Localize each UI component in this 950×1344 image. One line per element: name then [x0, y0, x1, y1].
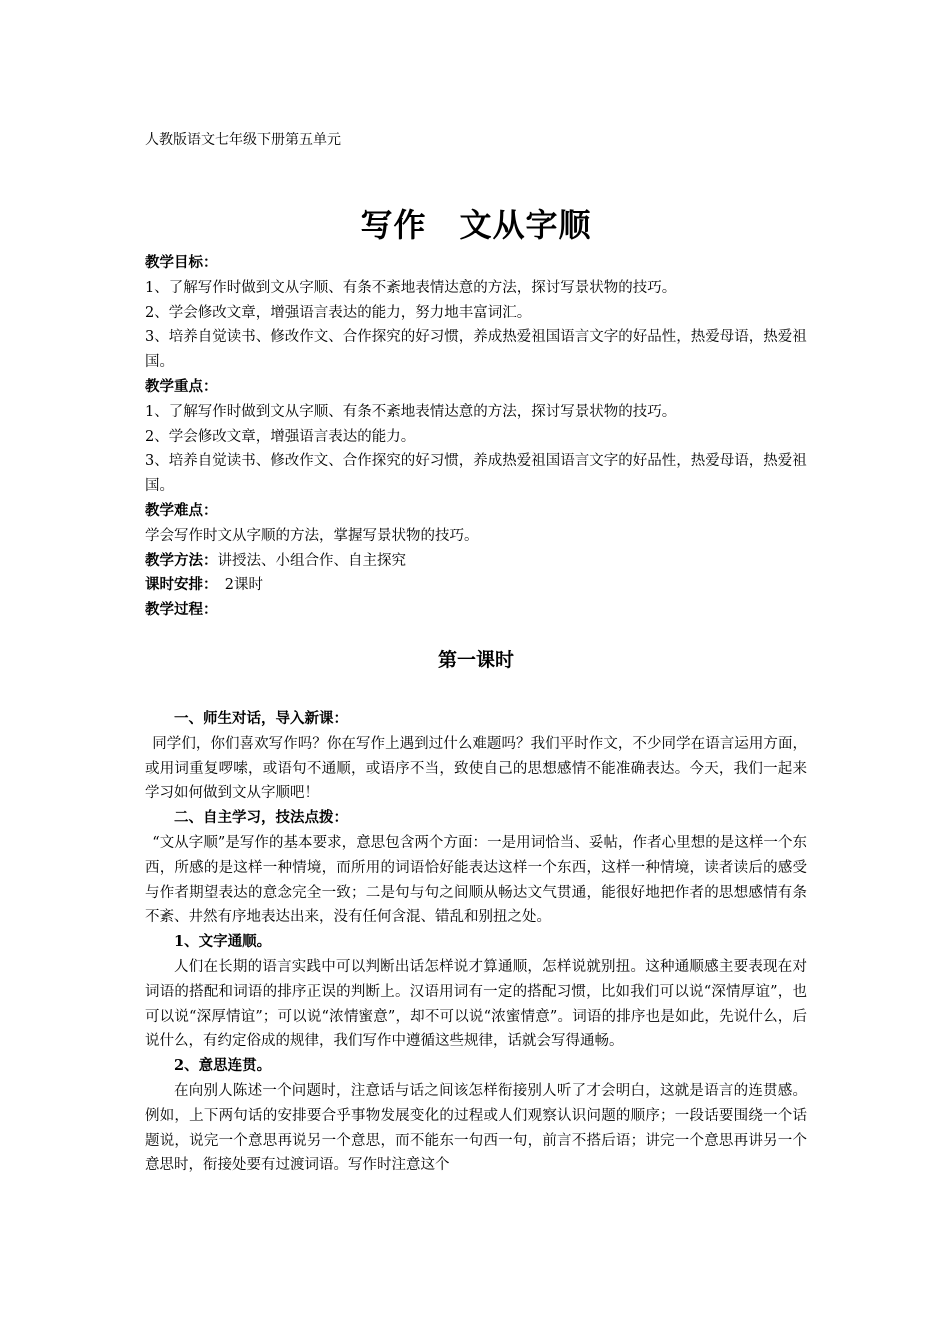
- section-heading: 二、自主学习，技法点拨：: [174, 809, 348, 827]
- schedule-text: 2课时: [210, 577, 263, 594]
- section-heading: 一、师生对话，导入新课：: [174, 709, 348, 727]
- subsection-heading: 2、意思连贯。: [174, 1057, 272, 1075]
- document-body: [145, 251, 807, 1178]
- lesson-title: 第一课时: [437, 648, 514, 671]
- objective-item: 3、培养自觉读书、修改作文、合作探究的好习惯，养成热爱祖国语言文字的好品性，热爱母语，热爱祖国。: [145, 329, 807, 371]
- objective-item: 1、了解写作时做到文从字顺、有条不紊地表情达意的方法，探讨写景状物的技巧。: [145, 279, 677, 296]
- subsection-paragraph: 人们在长期的语言实践中可以判断出话怎样说才算通顺，怎样说就别扭。这种通顺感主要表现在对词语的搭配和词语的排序正误的判断上。汉语用词有一定的搭配习惯，比如我们可以说“深情厚谊”，也可以说“深厚情谊”；可以说“浓情蜜意”，却不可以说“浓蜜情意”。词语的排序也是如此，先说什么，后说什么，有约定俗成的规律，我们写作中遵循这些规律，话就会写得通畅。: [145, 958, 807, 1050]
- subsection-heading: 1、文字通顺。: [174, 933, 272, 951]
- methods-label: 教学方法：: [145, 551, 218, 569]
- section-paragraph: 同学们，你们喜欢写作吗？你在写作上遇到过什么难题吗？我们平时作文，不少同学在语言运用方面，或用词重复啰嗦，或语句不通顺，或语序不当，致使自己的思想感情不能准确表达。今天，我们一起来学习如何做到文从字顺吧！: [145, 735, 807, 802]
- page-title: 写作 文从字顺: [360, 206, 592, 244]
- schedule-line: [145, 573, 807, 598]
- objective-item: 2、学会修改文章，增强语言表达的能力，努力地丰富词汇。: [145, 304, 532, 321]
- methods-line: [145, 549, 807, 574]
- key-points-label: 教学重点：: [145, 377, 218, 395]
- objectives-label: 教学目标：: [145, 254, 218, 271]
- section-paragraph: “文从字顺”是写作的基本要求，意思包含两个方面：一是用词恰当、妥帖，作者心里想的是这样一个东西，所感的是这样一种情境，而所用的词语恰好能表达这样一个东西，这样一种情境，读者读后的感受与作者期望表达的意念完全一致；二是句与句之间顺从畅达文气贯通，能很好地把作者的思想感情有条不紊、井然有序地表达出来，没有任何含混、错乱和别扭之处。: [145, 834, 807, 926]
- methods-text: 讲授法、小组合作、自主探究: [217, 552, 406, 569]
- difficulties-text: 学会写作时文从字顺的方法，掌握写景状物的技巧。: [145, 527, 479, 544]
- process-label: 教学过程：: [145, 601, 218, 619]
- header-note: 人教版语文七年级下册第五单元: [145, 132, 341, 148]
- schedule-label: 课时安排：: [145, 576, 211, 594]
- key-point-item: 3、培养自觉读书、修改作文、合作探究的好习惯，养成热爱祖国语言文字的好品性，热爱母语，热爱祖国。: [145, 453, 807, 495]
- key-point-item: 1、了解写作时做到文从字顺、有条不紊地表情达意的方法，探讨写景状物的技巧。: [145, 403, 677, 420]
- difficulties-label: 教学难点：: [145, 501, 218, 519]
- key-point-item: 2、学会修改文章，增强语言表达的能力。: [145, 428, 416, 445]
- subsection-paragraph: 在向别人陈述一个问题时，注意话与话之间该怎样衔接别人听了才会明白，这就是语言的连贯感。例如，上下两句话的安排要合乎事物发展变化的过程或人们观察认识问题的顺序；一段话要围绕一个话题说，说完一个意思再说另一个意思，而不能东一句西一句，前言不搭后语；讲完一个意思再讲另一个意思时，衔接处要有过渡词语。写作时注意这个: [145, 1082, 807, 1174]
